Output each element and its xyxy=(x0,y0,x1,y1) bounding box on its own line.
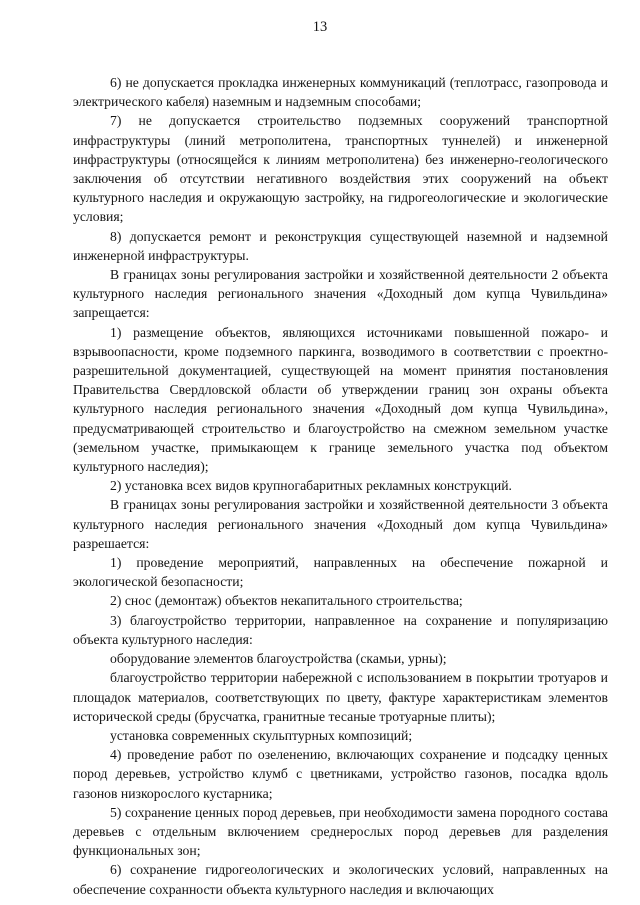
paragraph: 1) размещение объектов, являющихся источниками повышенной пожаро- и взрывоопасности, кроме подземного паркинга, возводимого в соответствии с проектно-разрешительной документацией, существующей на момент принятия постановления Правительства Свердловской области об утверждении границ зон охраны объекта культурного наследия регионального значения «Доходный дом купца Чувильдина», предусматривающей строительство и благоустройство на смежном земельном участке (земельном участке, примыкающем к границе земельного участка под объектом культурного наследия); xyxy=(73,324,608,475)
paragraph: 2) установка всех видов крупногабаритных рекламных конструкций. xyxy=(110,478,512,494)
paragraph: 1) проведение мероприятий, направленных на обеспечение пожарной и экологической безопасности; xyxy=(73,555,608,590)
paragraph: В границах зоны регулирования застройки и хозяйственной деятельности 3 объекта культурного наследия регионального значения «Доходный дом купца Чувильдина» разрешается: xyxy=(73,497,608,551)
document-body xyxy=(73,73,608,899)
paragraph: 7) не допускается строительство подземных сооружений транспортной инфраструктуры (линий метрополитена, транспортных туннелей) и инженерной инфраструктуры (относящейся к линиям метрополитена) без инженерно-геологического заключения об отсутствии негативного воздействия этих сооружений на объект культурного наследия и окружающую застройку, на гидрогеологические и экологические условия; xyxy=(73,113,608,225)
paragraph: оборудование элементов благоустройства (скамьи, урны); xyxy=(110,651,447,667)
paragraph: 2) снос (демонтаж) объектов некапитального строительства; xyxy=(110,593,463,609)
paragraph: установка современных скульптурных композиций; xyxy=(110,727,413,743)
paragraph: 6) сохранение гидрогеологических и экологических условий, направленных на обеспечение сохранности объекта культурного наследия и включающих xyxy=(73,862,608,897)
paragraph: В границах зоны регулирования застройки и хозяйственной деятельности 2 объекта культурного наследия регионального значения «Доходный дом купца Чувильдина» запрещается: xyxy=(73,267,608,321)
paragraph: 5) сохранение ценных пород деревьев, при необходимости замена породного состава деревьев с отдельным включением среднерослых пород деревьев для разделения функциональных зон; xyxy=(73,804,608,859)
paragraph: 6) не допускается прокладка инженерных коммуникаций (теплотрасс, газопровода и электрического кабеля) наземным и надземным способами; xyxy=(73,75,608,110)
paragraph: 8) допускается ремонт и реконструкция существующей наземной и надземной инженерной инфраструктуры. xyxy=(73,228,608,263)
paragraph: благоустройство территории набережной с использованием в покрытии тротуаров и площадок материалов, соответствующих по цвету, фактуре характеристикам элементов исторической среды (брусчатка, гранитные тесаные тротуарные плиты); xyxy=(73,670,608,724)
paragraph: 4) проведение работ по озеленению, включающих сохранение и подсадку ценных пород деревьев, устройство клумб с цветниками, устройство газонов, посадка вдоль газонов низкорослого кустарника; xyxy=(73,747,608,801)
page-number: 13 xyxy=(312,19,328,35)
paragraph: 3) благоустройство территории, направленное на сохранение и популяризацию объекта культурного наследия: xyxy=(73,612,608,647)
